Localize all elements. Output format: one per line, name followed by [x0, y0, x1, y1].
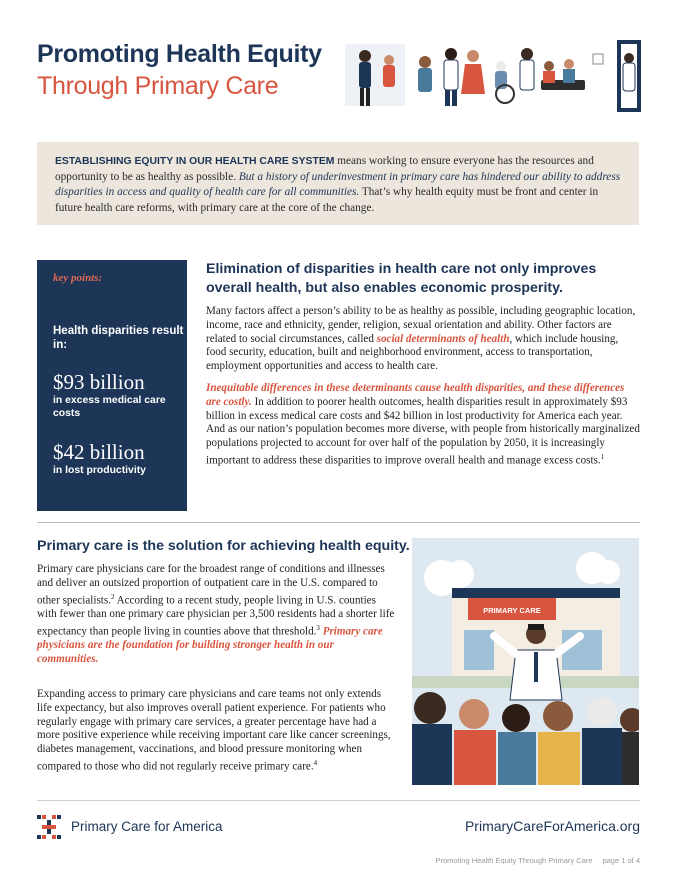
- page-footer: [425, 856, 640, 865]
- section-2-paragraph-2: [37, 688, 395, 774]
- stat-medical-costs: [53, 370, 187, 420]
- footnote-ref-3: 3: [316, 623, 320, 632]
- section-1-heading: Elimination of disparities in health care not only improves overall health, but also enables economic prosperity.: [206, 261, 597, 296]
- p2-text-a: In addition to poorer health outcomes, health disparities result in approximately $93 billion in excess medical care costs and $42 billion in lost productivity for America each year. And as our nation’s population becomes more diverse, with people from historically marginalized populations projected to account for over half of the population by 2050, it is increasingly important to address these disparities to improve overall health and manage excess costs.: [206, 395, 640, 467]
- primary-care-sign: PRIMARY CARE: [483, 606, 541, 615]
- key-points-title: key points:: [53, 272, 103, 284]
- primary-care-illustration: [412, 538, 639, 785]
- stat-lost-productivity: [53, 440, 146, 478]
- stat-medical-costs-value: $93 billion: [53, 370, 145, 394]
- stat-medical-costs-caption: in excess medical care costs: [53, 395, 166, 419]
- org-name: Primary Care for America: [71, 819, 223, 834]
- p4-text-a: Expanding access to primary care physicians and care teams not only extends life expectancy, but also improves overall patient experience. For patients who regularly engage with primary care services, a greater percentage have had a more positive experience while receiving important care like cancer screenings, diabetes management, vaccinations, and blood pressure monitoring when compared to those who did not regularly receive primary care.: [37, 688, 391, 773]
- intro-text-2: That’s why health equity must be front and center in future health care reforms, with primary care at the core of the change.: [55, 186, 599, 214]
- p1-text-a: Many factors affect a person’s ability to be as healthy as possible, including geographic location, income, race and ethnicity, gender, religion, sexual orientation and ability. Other factors are related to social circumstances, called: [206, 305, 636, 345]
- intro-lead: ESTABLISHING EQUITY IN OUR HEALTH CARE SYSTEM: [55, 156, 335, 167]
- p3-text-a: Primary care physicians care for the broadest range of conditions and illnesses and deliver an outsized proportion of outpatient care in the U.S. compared to other specialists.: [37, 563, 385, 607]
- intro-text-1: means working to ensure everyone has the resources and opportunity to be as healthy as possible.: [55, 155, 594, 183]
- section-2-heading: Primary care is the solution for achieving health equity.: [37, 538, 410, 554]
- footer-doc-title: Promoting Health Equity Through Primary Care: [435, 856, 593, 865]
- primary-care-for-america-logo: [37, 815, 61, 839]
- title-line-1: Promoting Health Equity: [37, 40, 322, 68]
- p3-highlight: Primary care physicians are the foundation for building stronger health in our communities.: [37, 625, 383, 666]
- footnote-ref-2: 2: [110, 592, 115, 601]
- p1-text-b: , which include housing, food security, education, built and neighborhood environment, access to transportation, employment opportunities and access to health care.: [206, 332, 619, 373]
- key-points-box: [37, 260, 187, 511]
- waiting-room-illustration: [345, 40, 641, 112]
- p2-highlight: Inequitable differences in these determinants cause health disparities, and these differences are costly.: [206, 382, 625, 408]
- intro-box: [37, 142, 639, 225]
- footnote-ref-1: 1: [600, 452, 605, 461]
- p3-text-b: According to a recent study, people living in U.S. counties with fewer than one primary care physician per 3,500 residents had a shorter life expectancy than people living in counties above that threshold.: [37, 594, 395, 638]
- section-1-paragraph-1: [206, 305, 640, 374]
- key-points-subtitle: Health disparities result in:: [53, 325, 184, 351]
- section-1-paragraph-2: [206, 382, 640, 468]
- p1-highlight: social determinants of health: [376, 332, 510, 345]
- footer-divider: [37, 800, 640, 801]
- title-line-2: Through Primary Care: [37, 72, 279, 100]
- intro-emphasis: But a history of underinvestment in primary care has hindered our ability to address disparities in access and quality of health care for all communities.: [55, 170, 621, 199]
- website-link[interactable]: PrimaryCareForAmerica.org: [464, 818, 640, 834]
- page-number: page 1 of 4: [602, 856, 640, 865]
- section-divider: [37, 522, 640, 523]
- section-2-paragraph-1: [37, 563, 395, 667]
- stat-lost-productivity-value: $42 billion: [53, 440, 145, 464]
- footnote-ref-4: 4: [313, 758, 318, 767]
- stat-lost-productivity-caption: in lost productivity: [53, 465, 146, 476]
